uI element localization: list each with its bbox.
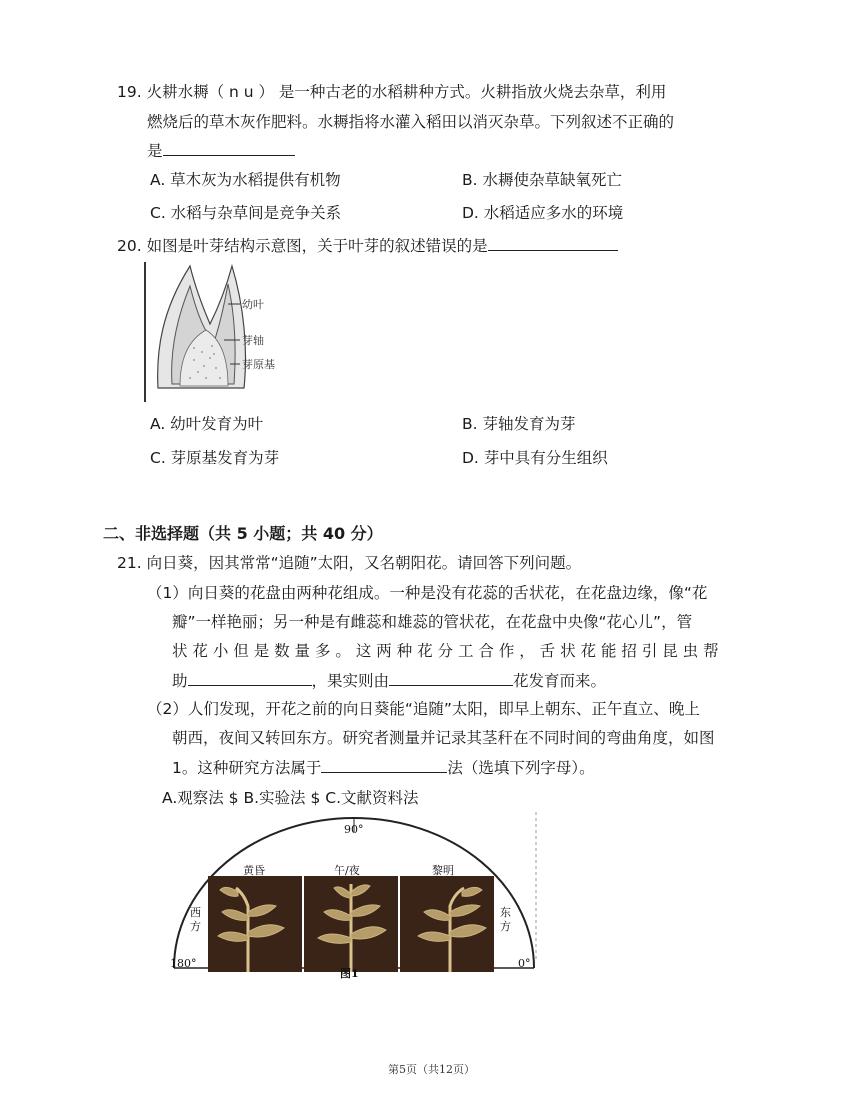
q21-part2-line-3a: 1。这种研究方法属于: [172, 759, 322, 777]
west-label: 西方: [190, 906, 201, 933]
q21-part1-line-4c: 花发育而来。: [513, 672, 607, 690]
angle-180-label: 180°: [170, 957, 197, 970]
label-bud-primordium: 芽原基: [242, 358, 275, 371]
q21-blank-3[interactable]: [321, 757, 447, 773]
label-bud-axis: 芽轴: [242, 334, 264, 347]
q19-answer-blank[interactable]: [163, 140, 295, 156]
leaf-bud-diagram: [144, 260, 284, 402]
q19-option-a[interactable]: A. 草木灰为水稻提供有机物: [150, 171, 341, 189]
q19-line-3-text: 是: [147, 142, 163, 160]
angle-90-label: 90°: [344, 823, 364, 836]
q19-option-d[interactable]: D. 水稻适应多水的环境: [462, 204, 624, 222]
sunflower-plant-dusk: [218, 887, 284, 972]
panel-midnight-label: 午/夜: [334, 864, 360, 877]
q21-part1-line-4: [172, 670, 606, 691]
q20-line-1: [117, 235, 618, 256]
figure-1-caption: 图1: [340, 967, 359, 980]
east-label: 东方: [500, 906, 511, 933]
section-2-title: 二、非选择题（共 5 小题；共 40 分）: [103, 524, 383, 543]
q19-option-b[interactable]: B. 水耨使杂草缺氧死亡: [462, 171, 622, 189]
q21-part2-line-3: [172, 757, 595, 778]
q21-part2-line-2: 朝西，夜间又转回东方。研究者测量并记录其茎秆在不同时间的弯曲角度，如图: [172, 729, 715, 747]
angle-0-label: 0°: [518, 957, 531, 970]
q21-part1-line-4b: ，果实则由: [311, 672, 390, 690]
sunflower-plant-dawn: [418, 887, 486, 972]
sunflower-plant-midnight: [318, 884, 386, 972]
panel-dawn-label: 黎明: [432, 864, 454, 877]
q20-option-d[interactable]: D. 芽中具有分生组织: [462, 449, 608, 467]
q20-option-a[interactable]: A. 幼叶发育为叶: [150, 415, 264, 433]
q20-answer-blank[interactable]: [488, 235, 618, 251]
q19-line-2: 燃烧后的草木灰作肥料。水耨指将水灌入稻田以消灭杂草。下列叙述不正确的: [147, 113, 675, 131]
q21-blank-1[interactable]: [188, 670, 312, 686]
q21-blank-2[interactable]: [389, 670, 513, 686]
q21-method-choices: A.观察法 $ B.实验法 $ C.文献资料法: [162, 789, 419, 807]
q19-line-1: 19. 火耕水耨（ n u ） 是一种古老的水稻耕种方式。火耕指放火烧去杂草，利用: [117, 83, 667, 101]
q20-option-c[interactable]: C. 芽原基发育为芽: [150, 449, 280, 467]
q19-option-c[interactable]: C. 水稻与杂草间是竞争关系: [150, 204, 342, 222]
label-young-leaf: 幼叶: [242, 298, 264, 311]
q21-part1-line-4a: 助: [172, 672, 188, 690]
q20-option-b[interactable]: B. 芽轴发育为芽: [462, 415, 576, 433]
q21-part1-line-1: （1）向日葵的花盘由两种花组成。一种是没有花蕊的舌状花，在花盘边缘，像“花: [147, 584, 708, 602]
q20-line-1-text: 20. 如图是叶芽结构示意图，关于叶芽的叙述错误的是: [117, 237, 488, 255]
page-footer: 第5页（共12页）: [388, 1063, 475, 1076]
q21-part2-line-1: （2）人们发现，开花之前的向日葵能“追随”太阳，即早上朝东、正午直立、晚上: [147, 700, 700, 718]
q21-line-1: 21. 向日葵，因其常常“追随”太阳，又名朝阳花。请回答下列问题。: [117, 554, 582, 572]
q21-part1-line-2: 瓣”一样艳丽；另一种是有雌蕊和雄蕊的管状花，在花盘中央像“花心儿”，管: [172, 613, 693, 631]
panel-dusk-label: 黄昏: [243, 864, 265, 877]
sunflower-plants: [208, 876, 494, 972]
q19-line-3: [147, 140, 295, 161]
q21-part2-line-3b: 法（选填下列字母）。: [447, 759, 595, 777]
q21-part1-line-3: 状 花 小 但 是 数 量 多 。 这 两 种 花 分 工 合 作 ， 舌 状 花 能 招 引 昆 虫 帮: [172, 642, 719, 660]
